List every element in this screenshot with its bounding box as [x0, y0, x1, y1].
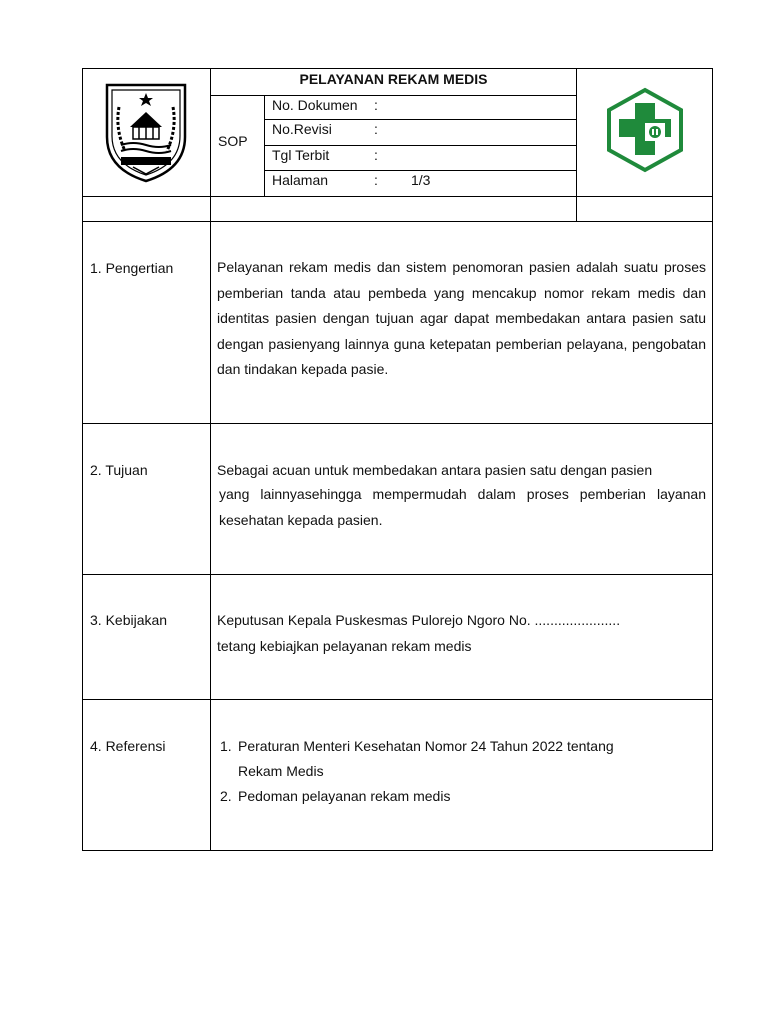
section-divider-1 [83, 423, 713, 424]
reference-item-1-number: 1. [220, 738, 232, 754]
header-title-underline [210, 95, 576, 96]
section-label-referensi: 4. Referensi [90, 738, 166, 754]
regional-coat-of-arms-icon [103, 79, 189, 183]
no-revisi-colon: : [374, 121, 378, 137]
no-dokumen-label: No. Dokumen [272, 97, 358, 113]
section-text-tujuan-rest: yang lainnyasehingga mempermudah dalam proses pemberian layanan kesehatan kepada pasien. [219, 486, 706, 528]
header-row-line-3 [264, 170, 576, 171]
header-row-line-2 [264, 145, 576, 146]
no-revisi-label: No.Revisi [272, 121, 332, 137]
section-divider-2 [83, 574, 713, 575]
no-dokumen-colon: : [374, 97, 378, 113]
section-text-kebijakan-line2: tetang kebiajkan pelayanan rekam medis [217, 638, 472, 654]
reference-item-1-line2: Rekam Medis [238, 763, 324, 779]
tgl-terbit-label: Tgl Terbit [272, 147, 330, 163]
header-bottom-line [83, 196, 713, 197]
section-text-tujuan-line1: Sebagai acuan untuk membedakan antara pasien satu dengan pasien [217, 462, 653, 478]
section-label-kebijakan: 3. Kebijakan [90, 612, 168, 628]
section-text-kebijakan-line1: Keputusan Kepala Puskesmas Pulorejo Ngoro No. ...................... [217, 612, 621, 628]
section-text-pengertian: Pelayanan rekam medis dan sistem penomoran pasien adalah suatu proses pemberian tanda atau pembeda yang mencakup nomor rekam medis dan identitas pasien dengan tujuan agar dapat membedakan antara pasien satu dengan pasienyang lainnya guna ketepatan pemberian pelayana, pengobatan dan tindakan kepada pasie. [217, 259, 706, 377]
header-divider-sop [264, 95, 265, 197]
halaman-colon: : [374, 172, 378, 188]
reference-item-2-line1: Pedoman pelayanan rekam medis [238, 788, 451, 804]
sop-label: SOP [218, 133, 248, 149]
halaman-value: 1/3 [411, 172, 431, 188]
sop-header-table [82, 68, 713, 222]
reference-item-1-line1: Peraturan Menteri Kesehatan Nomor 24 Tahun 2022 tentang [238, 738, 614, 754]
reference-item-2-number: 2. [220, 788, 232, 804]
halaman-label: Halaman [272, 172, 329, 188]
header-divider-right [576, 69, 577, 222]
section-label-pengertian: 1. Pengertian [90, 260, 174, 276]
document-title: PELAYANAN REKAM MEDIS [299, 71, 488, 87]
section-divider-3 [83, 699, 713, 700]
body-column-divider [210, 221, 211, 850]
sop-body-table [82, 221, 713, 851]
tgl-terbit-colon: : [374, 147, 378, 163]
header-row-line-1 [264, 119, 576, 120]
puskesmas-green-cross-icon [605, 87, 685, 173]
section-label-tujuan: 2. Tujuan [90, 462, 148, 478]
header-divider-left [210, 69, 211, 222]
